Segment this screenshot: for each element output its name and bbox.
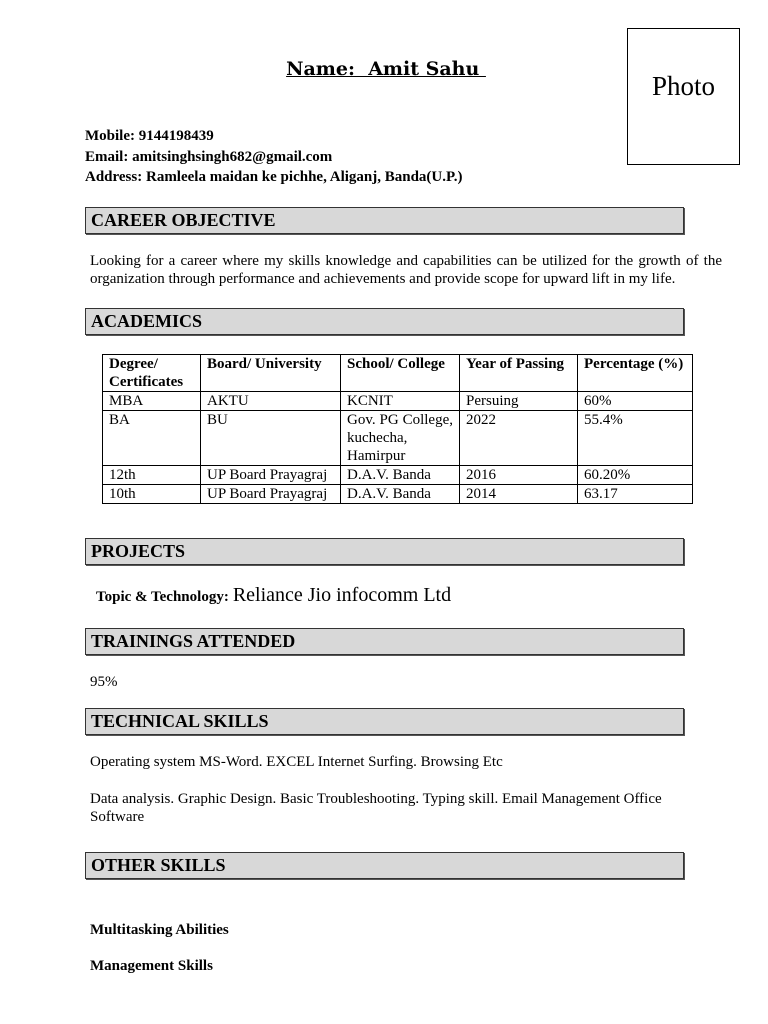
table-header-row bbox=[103, 355, 693, 392]
table-cell: D.A.V. Banda bbox=[341, 466, 460, 485]
table-cell: AKTU bbox=[201, 392, 341, 411]
technical-skills-line-2: Data analysis. Graphic Design. Basic Troubleshooting. Typing skill. Email Management Office Software bbox=[90, 791, 662, 825]
trainings-text: 95% bbox=[90, 674, 118, 690]
col-degree: Degree/ Certificates bbox=[103, 355, 201, 392]
section-projects: PROJECTS bbox=[85, 538, 684, 565]
table-row bbox=[103, 466, 693, 485]
table-cell: UP Board Prayagraj bbox=[201, 485, 341, 504]
photo-placeholder: Photo bbox=[627, 28, 740, 165]
technical-skills-line-1: Operating system MS-Word. EXCEL Internet Surfing. Browsing Etc bbox=[90, 754, 503, 770]
academics-table bbox=[102, 354, 693, 504]
table-cell: KCNIT bbox=[341, 392, 460, 411]
project-topic-value: Reliance Jio infocomm Ltd bbox=[232, 584, 452, 606]
candidate-name: Name: Amit Sahu bbox=[286, 58, 486, 80]
table-cell: MBA bbox=[103, 392, 201, 411]
other-skill-item: Multitasking Abilities bbox=[90, 922, 229, 938]
table-cell: UP Board Prayagraj bbox=[201, 466, 341, 485]
section-career-objective: CAREER OBJECTIVE bbox=[85, 207, 684, 234]
project-topic-label: Topic & Technology: bbox=[96, 589, 229, 605]
table-cell: Persuing bbox=[460, 392, 578, 411]
section-technical-skills: TECHNICAL SKILLS bbox=[85, 708, 684, 735]
table-cell: Gov. PG College, kuchecha, Hamirpur bbox=[341, 411, 460, 466]
col-year: Year of Passing bbox=[460, 355, 578, 392]
table-row bbox=[103, 392, 693, 411]
contact-mobile: Mobile: 9144198439 bbox=[85, 128, 214, 144]
table-cell: 63.17 bbox=[578, 485, 693, 504]
contact-address: Address: Ramleela maidan ke pichhe, Aliganj, Banda(U.P.) bbox=[85, 169, 463, 185]
col-board: Board/ University bbox=[201, 355, 341, 392]
career-objective-text: Looking for a career where my skills knowledge and capabilities can be utilized for the growth of the organization through performance and achievements and provide scope for upward lift in my life. bbox=[90, 253, 722, 287]
project-topic bbox=[96, 584, 451, 607]
section-academics: ACADEMICS bbox=[85, 308, 684, 335]
table-cell: BA bbox=[103, 411, 201, 466]
other-skill-item: Management Skills bbox=[90, 958, 213, 974]
table-cell: D.A.V. Banda bbox=[341, 485, 460, 504]
table-cell: 12th bbox=[103, 466, 201, 485]
section-other-skills: OTHER SKILLS bbox=[85, 852, 684, 879]
table-cell: 2014 bbox=[460, 485, 578, 504]
col-percentage: Percentage (%) bbox=[578, 355, 693, 392]
table-row bbox=[103, 485, 693, 504]
table-cell: 60.20% bbox=[578, 466, 693, 485]
contact-email: Email: amitsinghsingh682@gmail.com bbox=[85, 149, 333, 165]
table-cell: 10th bbox=[103, 485, 201, 504]
table-cell: 60% bbox=[578, 392, 693, 411]
col-school: School/ College bbox=[341, 355, 460, 392]
table-cell: 2016 bbox=[460, 466, 578, 485]
section-trainings: TRAININGS ATTENDED bbox=[85, 628, 684, 655]
table-cell: BU bbox=[201, 411, 341, 466]
table-cell: 55.4% bbox=[578, 411, 693, 466]
table-row bbox=[103, 411, 693, 466]
table-cell: 2022 bbox=[460, 411, 578, 466]
